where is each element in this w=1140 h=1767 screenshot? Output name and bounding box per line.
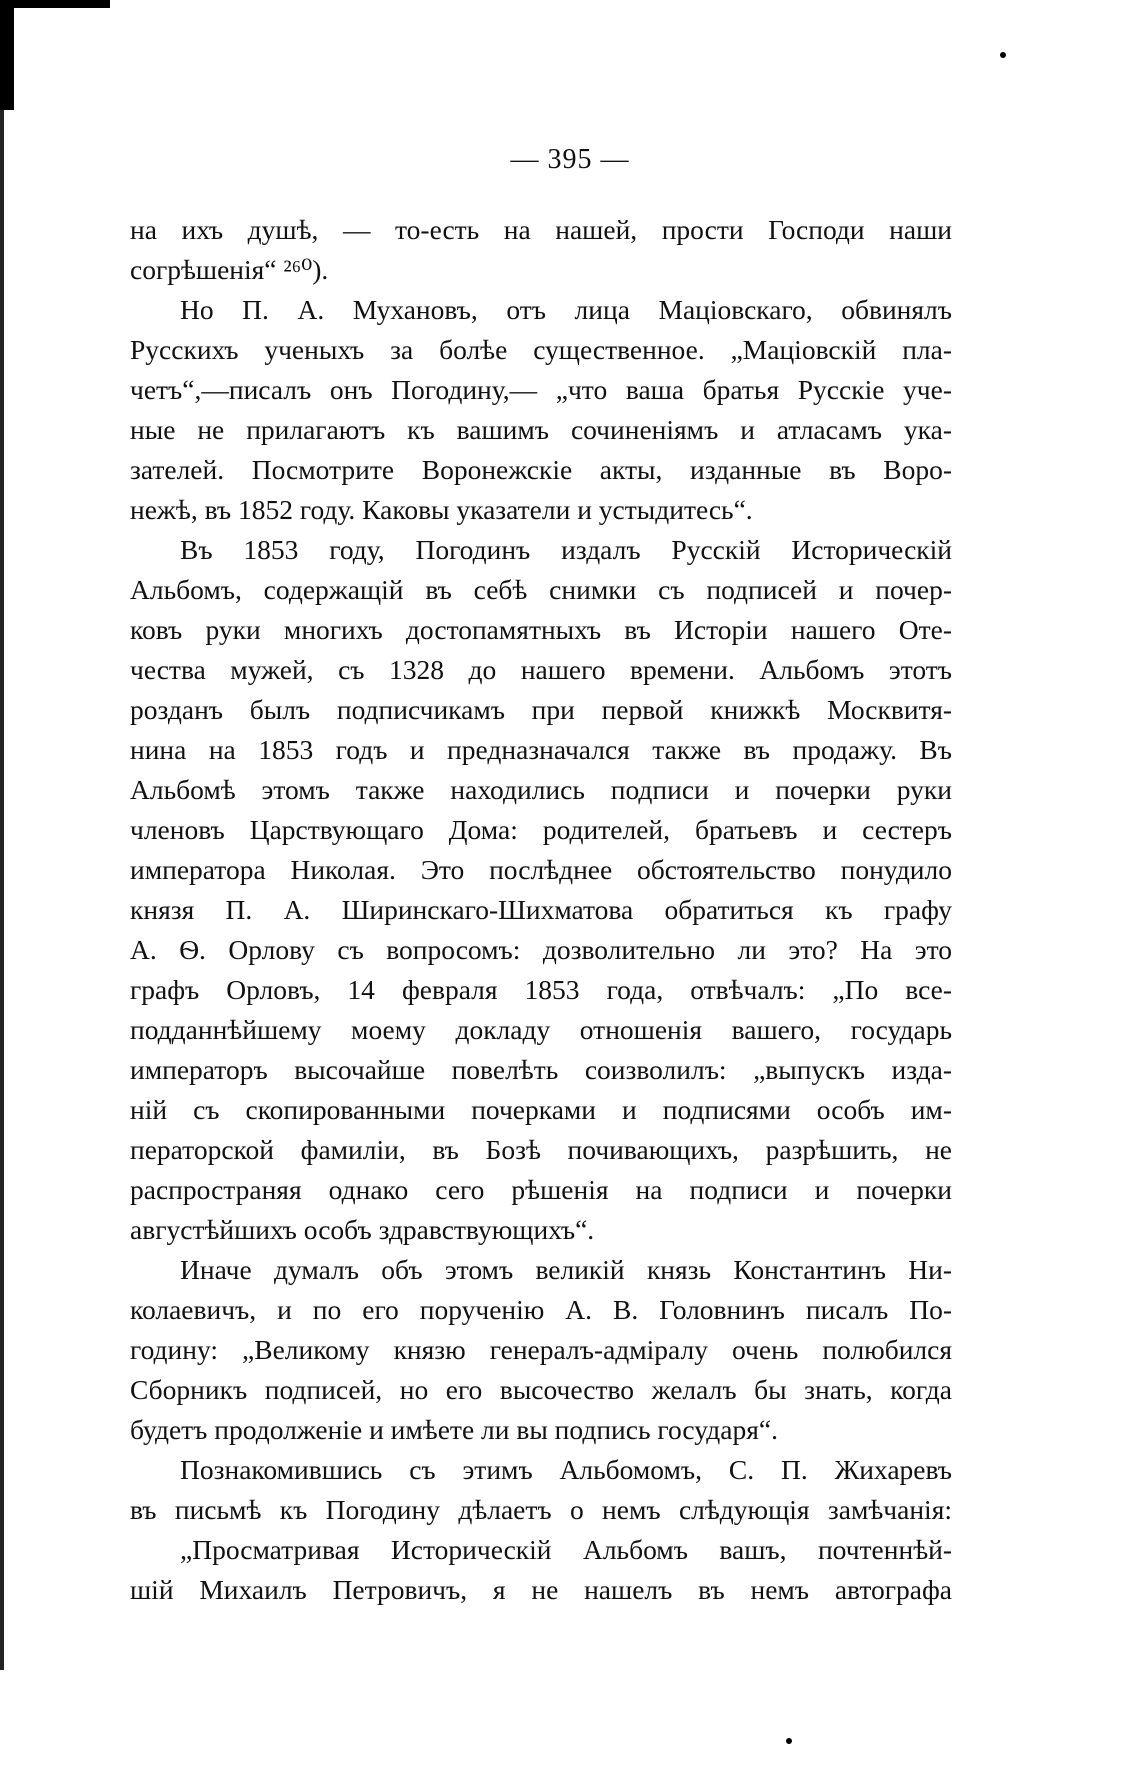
speck-mark bbox=[786, 1738, 792, 1744]
text-line: Сборникъ подписей, но его высочество желалъ бы знать, когда bbox=[130, 1374, 952, 1405]
text-line: ператорской фамиліи, въ Бозѣ почивающихъ, разрѣшить, не bbox=[130, 1134, 952, 1165]
text-line: августѣйшихъ особъ здравствующихъ“. bbox=[130, 1214, 595, 1245]
speck-mark bbox=[1000, 52, 1006, 58]
text-line: распространяя однако сего рѣшенія на подписи и почерки bbox=[130, 1174, 952, 1205]
scan-edge-mark bbox=[0, 0, 14, 110]
text-line: ній съ скопированными почерками и подписями особъ им- bbox=[130, 1094, 952, 1125]
text-line: на ихъ душѣ, — то-есть на нашей, прости Господи наши bbox=[130, 214, 952, 245]
text-line: ковъ руки многихъ достопамятныхъ въ Исторіи нашего Оте- bbox=[130, 614, 952, 645]
text-line: нежѣ, въ 1852 году. Каковы указатели и устыдитесь“. bbox=[130, 494, 753, 525]
text-line: чества мужей, съ 1328 до нашего времени. Альбомъ этотъ bbox=[130, 654, 952, 685]
text-line: графъ Орловъ, 14 февраля 1853 года, отвѣчалъ: „По все- bbox=[130, 974, 952, 1005]
text-line: годину: „Великому князю генералъ-адміралу очень полюбился bbox=[130, 1334, 952, 1365]
text-line: Въ 1853 году, Погодинъ издалъ Русскій Историческій bbox=[180, 534, 952, 565]
scan-edge-top-mark bbox=[0, 0, 110, 8]
text-line: „Просматривая Историческій Альбомъ вашъ, почтеннѣй- bbox=[180, 1534, 952, 1565]
text-line: членовъ Царствующаго Дома: родителей, братьевъ и сестеръ bbox=[130, 814, 952, 845]
text-line: князя П. А. Ширинскаго-Шихматова обратиться къ графу bbox=[130, 894, 952, 925]
text-line: императоръ высочайше повелѣть соизволилъ: „выпускъ изда- bbox=[130, 1054, 952, 1085]
text-line: Иначе думалъ объ этомъ великій князь Константинъ Ни- bbox=[180, 1254, 952, 1285]
text-line: Но П. А. Мухановъ, отъ лица Маціовскаго, обвинялъ bbox=[180, 294, 952, 325]
page-number: — 395 — bbox=[510, 144, 630, 175]
text-line: подданнѣйшему моему докладу отношенія вашего, государь bbox=[130, 1014, 952, 1045]
text-line: розданъ былъ подписчикамъ при первой книжкѣ Москвитя- bbox=[130, 694, 952, 725]
text-line: согрѣшенія“ ²⁶⁰). bbox=[130, 254, 329, 285]
text-line: ные не прилагаютъ къ вашимъ сочиненіямъ и атласамъ ука- bbox=[130, 414, 952, 445]
text-line: въ письмѣ къ Погодину дѣлаетъ о немъ слѣдующія замѣчанія: bbox=[130, 1494, 952, 1525]
text-line: будетъ продолженіе и имѣете ли вы подпись государя“. bbox=[130, 1414, 778, 1445]
text-line: императора Николая. Это послѣднее обстоятельство понудило bbox=[130, 854, 952, 885]
text-line: Альбомѣ этомъ также находились подписи и почерки руки bbox=[130, 774, 952, 805]
text-line: Познакомившись съ этимъ Альбомомъ, С. П. Жихаревъ bbox=[180, 1454, 952, 1485]
text-line: четъ“,—писалъ онъ Погодину,— „что ваша братья Русскіе уче- bbox=[130, 374, 952, 405]
scan-left-border bbox=[0, 110, 4, 1670]
text-line: Русскихъ ученыхъ за болѣе существенное. „Маціовскій пла- bbox=[130, 334, 952, 365]
text-line: А. Ѳ. Орлову съ вопросомъ: дозволительно ли это? На это bbox=[130, 934, 952, 965]
text-line: колаевичъ, и по его порученію А. В. Головнинъ писалъ По- bbox=[130, 1294, 952, 1325]
page-body-text bbox=[130, 210, 952, 1610]
text-line: нина на 1853 годъ и предназначался также въ продажу. Въ bbox=[130, 734, 952, 765]
text-line: зателей. Посмотрите Воронежскіе акты, изданные въ Воро- bbox=[130, 454, 952, 485]
text-line: Альбомъ, содержащій въ себѣ снимки съ подписей и почер- bbox=[130, 574, 952, 605]
text-line: шій Михаилъ Петровичъ, я не нашелъ въ немъ автографа bbox=[130, 1574, 952, 1605]
